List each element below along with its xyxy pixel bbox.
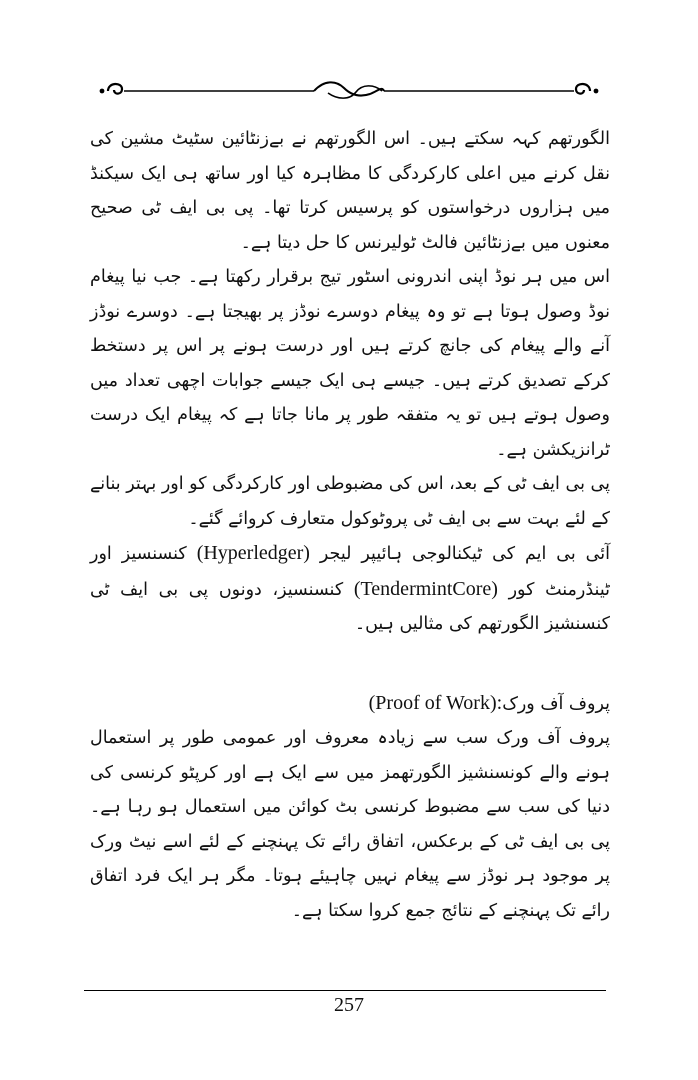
heading-urdu: پروف آف ورک: [502, 693, 610, 714]
paragraph-node-process: اس میں ہر نوڈ اپنی اندرونی اسٹور تیج برقرار رکھتا ہے۔ جب نیا پیغام نوڈ وصول ہوتا ہے تو وہ پیغام دوسرے نوڈز پر بھیجتا ہے۔ دوسرے نوڈز آنے والے پیغام کی جانچ کرتے ہیں اور درست ہونے پر اس پر دستخط کرکے تصدیق کرتے ہیں۔ جیسے ہی ایک جیسے جوابات اچھی تعداد میں وصول ہوتے ہیں تو یہ متفقہ طور پر مانا جاتا ہے کہ پیغام ایک درست ٹرانزیکشن ہے۔: [90, 267, 610, 460]
hyperledger-text-2: کنسنسیز اور ٹینڈرمنٹ کور: [90, 544, 610, 600]
tendermint-term: (TendermintCore): [353, 577, 498, 600]
hyperledger-term: (Hyperledger): [196, 542, 310, 564]
decorative-flourish-icon: [88, 74, 610, 108]
page-number: 257: [334, 994, 364, 1016]
paragraph-bft-protocols: پی بی ایف ٹی کے بعد، اس کی مضبوطی اور کارکردگی کو اور بہتر بنانے کے لئے بہت سے بی ایف ٹی پروٹوکول متعارف کروائے گئے۔: [90, 474, 610, 529]
page-body: [90, 122, 610, 928]
hyperledger-text-1: آئی بی ایم کی ٹیکنالوجی ہائیپر لیجر: [319, 544, 610, 564]
heading-english: (Proof of Work):: [368, 691, 503, 714]
section-heading-proof-of-work: [90, 686, 610, 722]
paragraph-pbft-intro: الگورتھم کہہ سکتے ہیں۔ اس الگورتھم نے بےزنٹائین سٹیٹ مشین کی نقل کرنے میں اعلی کارکردگی کا مظاہرہ کیا اور ساتھ ہی ایک سیکنڈ میں ہزاروں درخواستوں کو پرسیس کرتا تھا۔ پی بی ایف ٹی صحیح معنوں میں بےزنٹائین فالٹ ٹولیرنس کا حل دیتا ہے۔: [90, 129, 610, 253]
paragraph-proof-of-work: پروف آف ورک سب سے زیادہ معروف اور عمومی طور پر استعمال ہونے والے کونسنشیز الگورتھمز میں سے ایک ہے اور کرپٹو کرنسی کی دنیا کی سب سے مضبوط کرنسی بٹ کوائن میں استعمال ہو رہا ہے۔ پی بی ایف ٹی کے برعکس، اتفاق رائے تک پہنچنے کے لئے اسے نیٹ ورک پر موجود ہر نوڈز سے پیغام نہیں چاہیئے ہوتا۔ مگر ہر ایک فرد اتفاق رائے تک پہنچنے کے نتائج جمع کروا سکتا ہے۔: [90, 728, 610, 921]
paragraph-hyperledger: [90, 536, 610, 642]
footer-divider: [84, 990, 606, 991]
hyperledger-text-3: کنسنسیز، دونوں پی بی ایف ٹی کنسنشیز الگورتھم کی مثالیں ہیں۔: [90, 579, 610, 634]
